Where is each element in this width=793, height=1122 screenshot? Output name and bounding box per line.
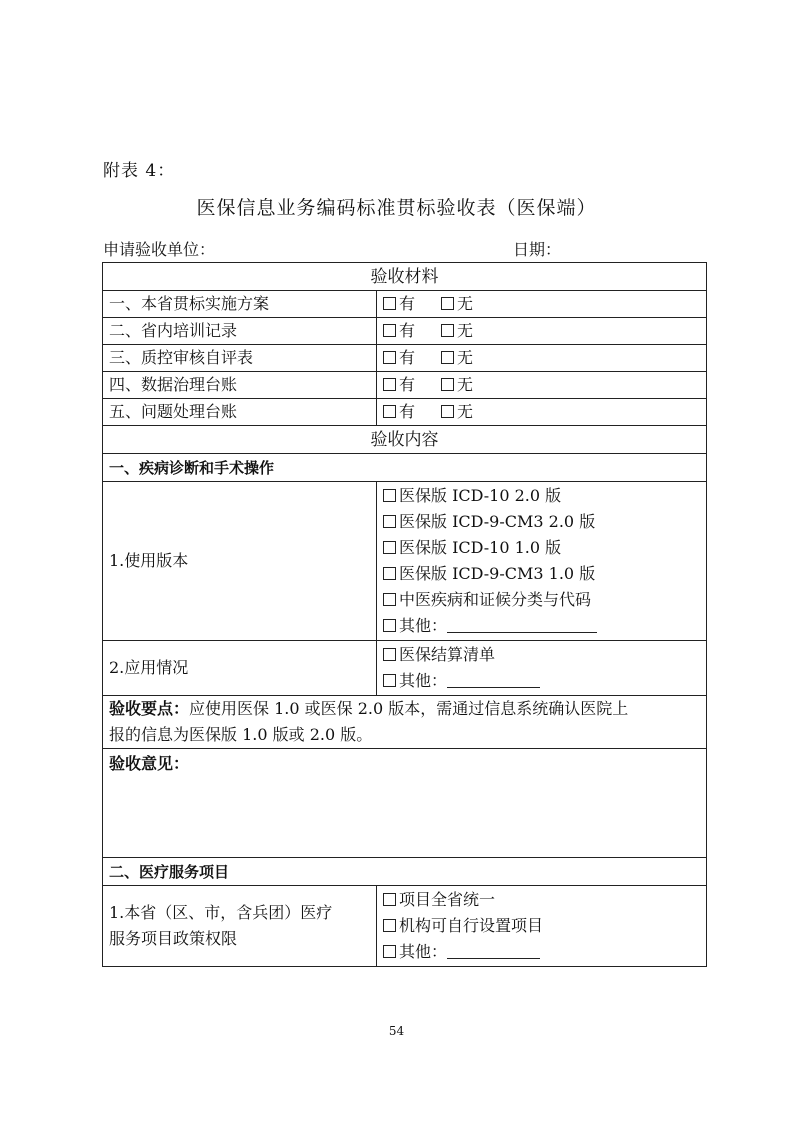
version-option-other: 其他： — [383, 613, 700, 639]
checkbox[interactable] — [383, 893, 396, 906]
checkbox[interactable] — [383, 541, 396, 554]
authority-option: 机构可自行设置项目 — [383, 913, 700, 939]
materials-header: 验收材料 — [103, 263, 707, 291]
no-label: 无 — [457, 375, 474, 394]
material-label: 三、质控审核自评表 — [103, 345, 377, 372]
checkbox[interactable] — [383, 648, 396, 661]
key-points-text-2: 报的信息为医保版 1.0 版或 2.0 版。 — [109, 725, 373, 744]
acceptance-form-table — [102, 262, 707, 967]
no-label: 无 — [457, 402, 474, 421]
key-points-text: 应使用医保 1.0 或医保 2.0 版本，需通过信息系统确认医院上 — [189, 699, 629, 718]
key-points-label: 验收要点： — [109, 699, 190, 718]
no-checkbox[interactable] — [441, 378, 454, 391]
yes-checkbox[interactable] — [383, 351, 396, 364]
other-fill-line[interactable] — [447, 671, 540, 688]
checkbox[interactable] — [383, 489, 396, 502]
yes-label: 有 — [399, 321, 416, 340]
yes-label: 有 — [399, 294, 416, 313]
opinion-label: 验收意见： — [109, 754, 190, 773]
date-label: 日期： — [513, 240, 562, 259]
usage-label: 2.应用情况 — [103, 641, 377, 696]
yes-label: 有 — [399, 402, 416, 421]
material-row — [103, 399, 707, 426]
material-row — [103, 318, 707, 345]
no-label: 无 — [457, 294, 474, 313]
version-option: 医保版 ICD-10 2.0 版 — [383, 483, 700, 509]
authority-option: 项目全省统一 — [383, 887, 700, 913]
section1-title: 一、疾病诊断和手术操作 — [103, 454, 707, 482]
appendix-label: 附表 4： — [103, 161, 176, 181]
authority-label: 1.本省（区、市，含兵团）医疗 服务项目政策权限 — [103, 886, 377, 967]
yes-label: 有 — [399, 375, 416, 394]
other-fill-line[interactable] — [447, 616, 597, 633]
yes-checkbox[interactable] — [383, 324, 396, 337]
checkbox[interactable] — [383, 619, 396, 632]
no-checkbox[interactable] — [441, 297, 454, 310]
authority-option-other: 其他： — [383, 939, 700, 965]
yes-checkbox[interactable] — [383, 405, 396, 418]
checkbox[interactable] — [383, 919, 396, 932]
usage-option-other: 其他： — [383, 668, 700, 694]
page-number: 54 — [388, 1024, 405, 1038]
yes-checkbox[interactable] — [383, 378, 396, 391]
material-label: 二、省内培训记录 — [103, 318, 377, 345]
no-label: 无 — [457, 348, 474, 367]
version-option: 医保版 ICD-10 1.0 版 — [383, 535, 700, 561]
no-checkbox[interactable] — [441, 324, 454, 337]
yes-label: 有 — [399, 348, 416, 367]
checkbox[interactable] — [383, 945, 396, 958]
checkbox[interactable] — [383, 674, 396, 687]
checkbox[interactable] — [383, 593, 396, 606]
no-checkbox[interactable] — [441, 351, 454, 364]
material-label: 四、数据治理台账 — [103, 372, 377, 399]
no-checkbox[interactable] — [441, 405, 454, 418]
material-row — [103, 345, 707, 372]
opinion-box[interactable] — [103, 749, 707, 858]
page-title: 医保信息业务编码标准贯标验收表（医保端） — [196, 197, 597, 219]
version-option: 医保版 ICD-9-CM3 1.0 版 — [383, 561, 700, 587]
section2-title: 二、医疗服务项目 — [103, 858, 707, 886]
version-option: 中医疾病和证候分类与代码 — [383, 587, 700, 613]
version-option: 医保版 ICD-9-CM3 2.0 版 — [383, 509, 700, 535]
version-label: 1.使用版本 — [103, 482, 377, 641]
material-row — [103, 291, 707, 318]
no-label: 无 — [457, 321, 474, 340]
material-label: 五、问题处理台账 — [103, 399, 377, 426]
applicant-unit-label: 申请验收单位： — [103, 240, 216, 259]
checkbox[interactable] — [383, 515, 396, 528]
content-header: 验收内容 — [103, 426, 707, 454]
usage-option: 医保结算清单 — [383, 642, 700, 668]
other-fill-line[interactable] — [447, 942, 540, 959]
yes-checkbox[interactable] — [383, 297, 396, 310]
checkbox[interactable] — [383, 567, 396, 580]
material-row — [103, 372, 707, 399]
key-points — [103, 696, 707, 749]
material-label: 一、本省贯标实施方案 — [103, 291, 377, 318]
